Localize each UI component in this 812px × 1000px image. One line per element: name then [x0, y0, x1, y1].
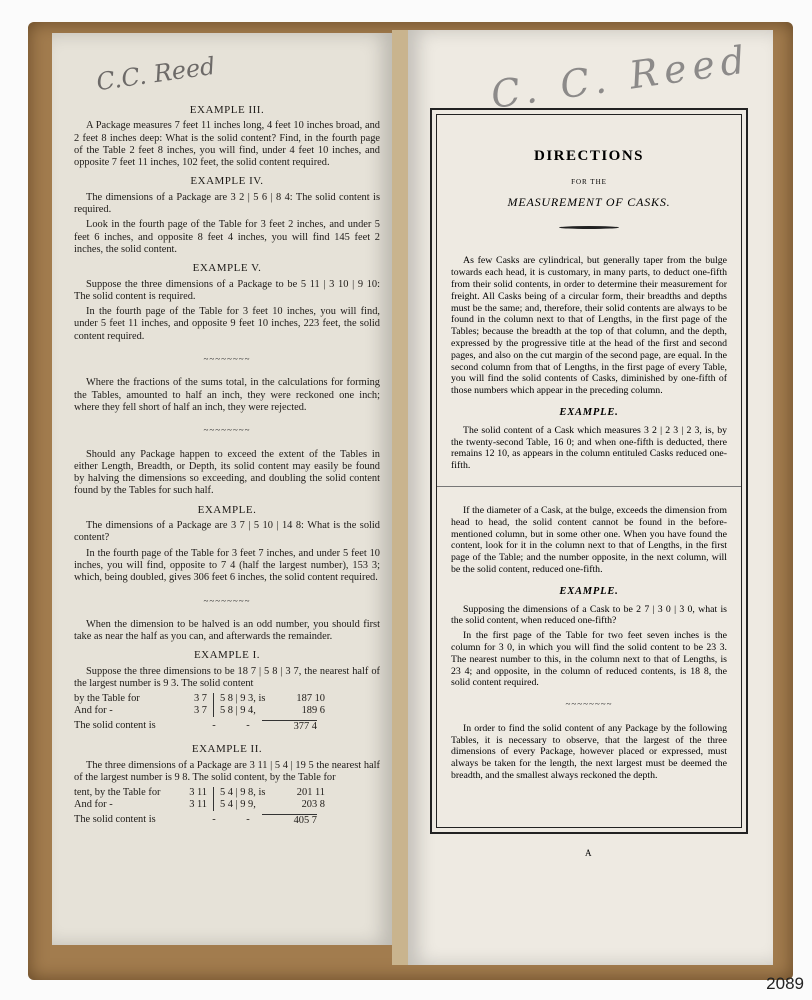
page-title: DIRECTIONS — [533, 148, 645, 164]
table-cell: 187 10 — [296, 693, 325, 705]
directions-frame — [430, 108, 748, 834]
ornament: ~~~~~~~~ — [565, 699, 613, 710]
ornament: ~~~~~~~~ — [203, 595, 251, 606]
paragraph: Should any Package happen to exceed the extent of the Tables in either Length, Breadth, or Depth, its solid content may easily be found by halving the dimensions so exceeding, and doubling the solid content found by the Tables for such half. — [74, 448, 380, 497]
table-cell: 3 11 — [162, 799, 214, 811]
table-cell: 201 11 — [296, 787, 325, 799]
table-cell: - — [246, 720, 250, 732]
table-cell: - — [246, 814, 250, 826]
example-heading: EXAMPLE I. — [193, 649, 261, 662]
example-paragraph: In the first page of the Table for two feet seven inches is the column for 3 0, in which you will find the solid content to be 23 3. The nearest number to this, in the column next to that of Lengths, is 23 4; and opposite, in the column of reduced contents, is 18 8, the solid content required. — [451, 630, 727, 689]
table-cell: tent, by the Table for — [74, 787, 161, 799]
table1-row — [74, 705, 380, 717]
table-cell: 5 4 | 9 9, — [220, 799, 256, 811]
table-cell: by the Table for — [74, 693, 140, 705]
diameter-paragraph: If the diameter of a Cask, at the bulge, exceeds the dimension from head to head, the solid content cannot be found in the before-mentioned column, but in some other one. When you have found the content, look for it in the column next to that of Lengths, in the first page of the Table; and the number opposite, in the next column, will be the solid content, reduced one-fifth. — [451, 504, 727, 575]
example2-text: The three dimensions of a Package are 3 11 | 5 4 | 19 5 the nearest half of the largest number is 9 8. The solid content, by the Table for — [74, 759, 380, 783]
example2-heading: EXAMPLE II. — [191, 743, 263, 756]
paragraph: Look in the fourth page of the Table for 3 feet 2 inches, and under 5 feet 6 inches, and opposite 8 feet 4 inches, you will find 145 feet 2 inches, the solid content. — [74, 219, 380, 255]
left-page-blocks — [74, 104, 380, 690]
for-the-label: FOR THE — [571, 177, 607, 186]
example-heading: EXAMPLE V. — [192, 262, 262, 275]
table-cell: And for - — [74, 705, 113, 717]
paragraph: The dimensions of a Package are 3 7 | 5 10 | 14 8: What is the solid content? — [74, 520, 380, 544]
signature-mark: A — [585, 848, 592, 858]
table-cell: 3 11 — [162, 787, 214, 799]
table-cell: 405 7 — [262, 814, 317, 827]
table-cell: 189 6 — [301, 705, 325, 717]
table1-row — [74, 693, 380, 705]
table-cell: The solid content is — [74, 720, 156, 732]
table-cell: 3 7 — [162, 705, 214, 717]
table-cell: - — [212, 720, 216, 732]
lot-number: 2089 — [766, 974, 804, 993]
table2-row — [74, 787, 380, 799]
example-heading: EXAMPLE III. — [189, 104, 265, 116]
paragraph: The dimensions of a Package are 3 2 | 5 6 | 8 4: The solid content is required. — [74, 191, 380, 216]
table-cell: 5 8 | 9 3, is — [220, 693, 266, 705]
table-cell: 203 8 — [301, 799, 325, 811]
example-heading: EXAMPLE. — [559, 406, 619, 418]
paragraph: Suppose the three dimensions of a Package to be 5 11 | 3 10 | 9 10: The solid content is required. — [74, 278, 380, 302]
example-paragraph: Supposing the dimensions of a Cask to be 2 7 | 3 0 | 3 0, what is the solid content, when reduced one-fifth? — [451, 603, 727, 627]
example-heading: EXAMPLE. — [559, 585, 619, 597]
book-gutter — [392, 30, 408, 965]
paragraph: When the dimension to be halved is an odd number, you should first take as near the half as you can, and afterwards the remainder. — [74, 618, 380, 643]
table-cell: 3 7 — [162, 693, 214, 705]
paragraph: Suppose the three dimensions to be 18 7 | 5 8 | 3 7, the nearest half of the largest number is 9 3. The solid content — [74, 665, 380, 689]
handwritten-signature-right: C. C. Reed — [488, 37, 754, 117]
paragraph: Where the fractions of the sums total, in the calculations for forming the Tables, amounted to half an inch, they were reckoned one inch; where they fell short of half an inch, they were rejected. — [74, 377, 380, 413]
left-page — [52, 33, 392, 945]
table1-total — [74, 720, 380, 733]
example-heading: EXAMPLE IV. — [190, 175, 264, 188]
table-cell: And for - — [74, 799, 113, 811]
left-page-content — [52, 33, 392, 827]
handwritten-signature-left: C.C. Reed — [94, 51, 218, 97]
section-divider — [437, 486, 741, 487]
table-cell: 5 8 | 9 4, — [220, 705, 256, 717]
paragraph: In the fourth page of the Table for 3 feet 7 inches, and under 5 feet 10 inches, you will find, opposite to 7 4 (half the largest number), 153 3; which, being doubled, gives 306 feet 6 inches, the solid content required. — [74, 547, 380, 584]
paragraph: In the fourth page of the Table for 3 feet 10 inches, you will find, under 5 feet 11 inches, and opposite 9 feet 10 inches, 223 feet, the solid content required. — [74, 306, 380, 342]
ornament: ~~~~~~~~ — [203, 354, 251, 365]
ornament: ~~~~~~~~ — [203, 425, 251, 436]
directions-content — [437, 115, 741, 782]
example-paragraph: The solid content of a Cask which measures 3 2 | 2 3 | 2 3, is, by the twenty-second Table, 16 0; and when one-fifth is deducted, there remains 12 10, as appears in the column entituled Casks reduced one-fifth. — [451, 424, 727, 472]
table2-total — [74, 814, 380, 827]
table-cell: 5 4 | 9 8, is — [220, 787, 266, 799]
table2-row — [74, 799, 380, 811]
page-subtitle: MEASUREMENT OF CASKS. — [507, 194, 671, 209]
table-cell: 377 4 — [262, 720, 317, 733]
paragraph: A Package measures 7 feet 11 inches long, 4 feet 10 inches broad, and 2 feet 8 inches deep: What is the solid content? Find, in the fourth page of the Table 2 feet 8 inches, you will find, under 4 feet 10 inches, and opposite 7 feet 11 inches, 102 feet, the solid content required. — [74, 120, 380, 169]
decorative-rule — [559, 226, 619, 229]
table-cell: The solid content is — [74, 814, 156, 826]
intro-paragraph: As few Casks are cylindrical, but generally taper from the bulge towards each head, it is customary, in many parts, to deduct one-fifth from their solid contents, in order to determine their measurement for freight. All Casks being of a circular form, their breadths and depths must be the same; and, therefore, their solid contents are always to be found in the column next to that of Lengths, in the first page of the Tables; because the breadth at the top of that column, and the depth, expressed by the progressive title at the head of the first and second pages, and also on the cut margin of the second page, are equal. In the second column from that of Lengths, in the first page of every Table, you will find the solid contents of Casks, diminished by one-fifth of those numbers which appear in the preceding column. — [451, 255, 727, 397]
example-heading: EXAMPLE. — [197, 503, 257, 516]
directions-frame-inner — [436, 114, 742, 828]
final-paragraph: In order to find the solid content of any Package by the following Tables, it is necessary to observe, that the largest of the three dimensions of every Package, however placed or expressed, must always be taken for the length, the next largest must be deemed the breadth, and the smallest always reckoned the depth. — [451, 722, 727, 782]
table-cell: - — [212, 814, 216, 826]
